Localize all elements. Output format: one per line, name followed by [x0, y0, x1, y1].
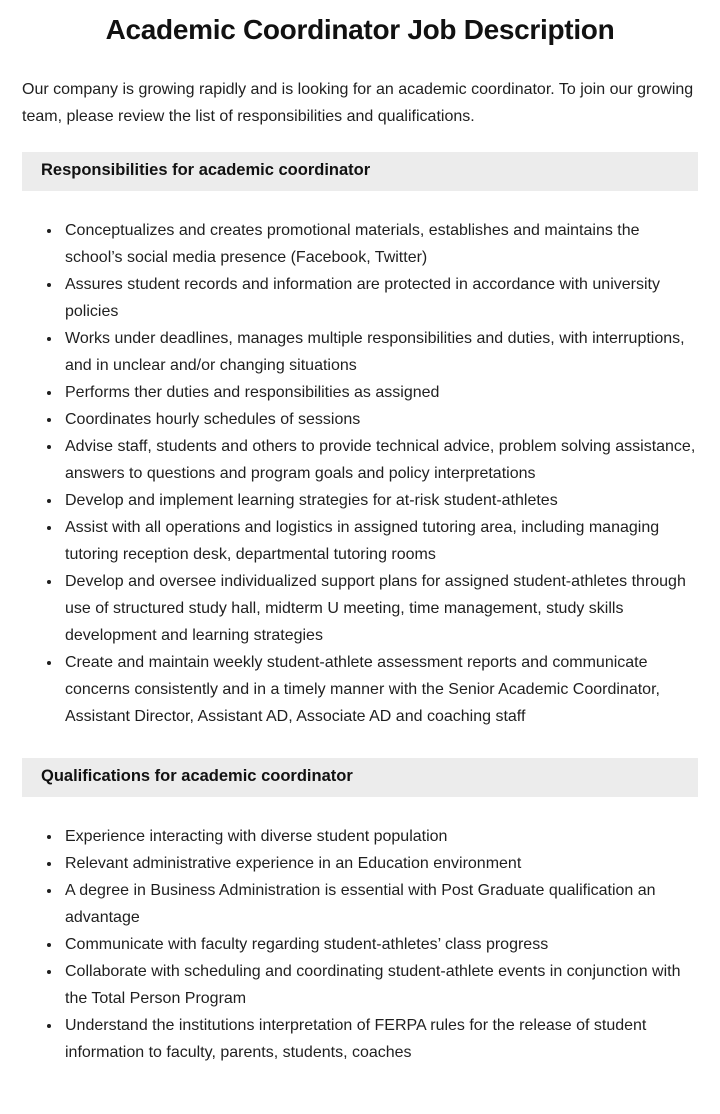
section-heading-qualifications: Qualifications for academic coordinator: [41, 767, 353, 786]
qualifications-list: [22, 823, 698, 1066]
list-item: • Works under deadlines, manages multiple responsibilities and duties, with interruptions, and in unclear and/or changing situations: [62, 325, 698, 379]
responsibilities-list: [22, 217, 698, 730]
list-item: • Coordinates hourly schedules of sessions: [62, 406, 698, 433]
page-title: Academic Coordinator Job Description: [105, 14, 615, 45]
intro-paragraph: Our company is growing rapidly and is looking for an academic coordinator. To join our growing team, please review the list of responsibilities and qualifications.: [22, 81, 694, 126]
list-item: • Assures student records and information are protected in accordance with university policies: [62, 271, 698, 325]
list-item: • Create and maintain weekly student-athlete assessment reports and communicate concerns consistently and in a timely manner with the Senior Academic Coordinator, Assistant Director, Assistant AD, Associate AD and coaching staff: [62, 649, 698, 730]
section-header-responsibilities: [22, 152, 698, 191]
list-item: • Relevant administrative experience in an Education environment: [62, 850, 698, 877]
list-item: • Develop and implement learning strategies for at-risk student-athletes: [62, 487, 698, 514]
list-item: • Develop and oversee individualized support plans for assigned student-athletes through use of structured study hall, midterm U meeting, time management, study skills development and learning strategies: [62, 568, 698, 649]
section-heading-responsibilities: Responsibilities for academic coordinator: [41, 161, 371, 180]
list-item: • Experience interacting with diverse student population: [62, 823, 698, 850]
list-item: • Performs ther duties and responsibilities as assigned: [62, 379, 698, 406]
list-item: • Communicate with faculty regarding student-athletes’ class progress: [62, 931, 698, 958]
list-item: • Understand the institutions interpretation of FERPA rules for the release of student information to faculty, parents, students, coaches: [62, 1012, 698, 1066]
list-item: • Conceptualizes and creates promotional materials, establishes and maintains the school’s social media presence (Facebook, Twitter): [62, 217, 698, 271]
list-item: • Advise staff, students and others to provide technical advice, problem solving assistance, answers to questions and program goals and policy interpretations: [62, 433, 698, 487]
list-item: • Assist with all operations and logistics in assigned tutoring area, including managing tutoring reception desk, departmental tutoring rooms: [62, 514, 698, 568]
list-item: • A degree in Business Administration is essential with Post Graduate qualification an advantage: [62, 877, 698, 931]
section-header-qualifications: [22, 758, 698, 797]
list-item: • Collaborate with scheduling and coordinating student-athlete events in conjunction with the Total Person Program: [62, 958, 698, 1012]
